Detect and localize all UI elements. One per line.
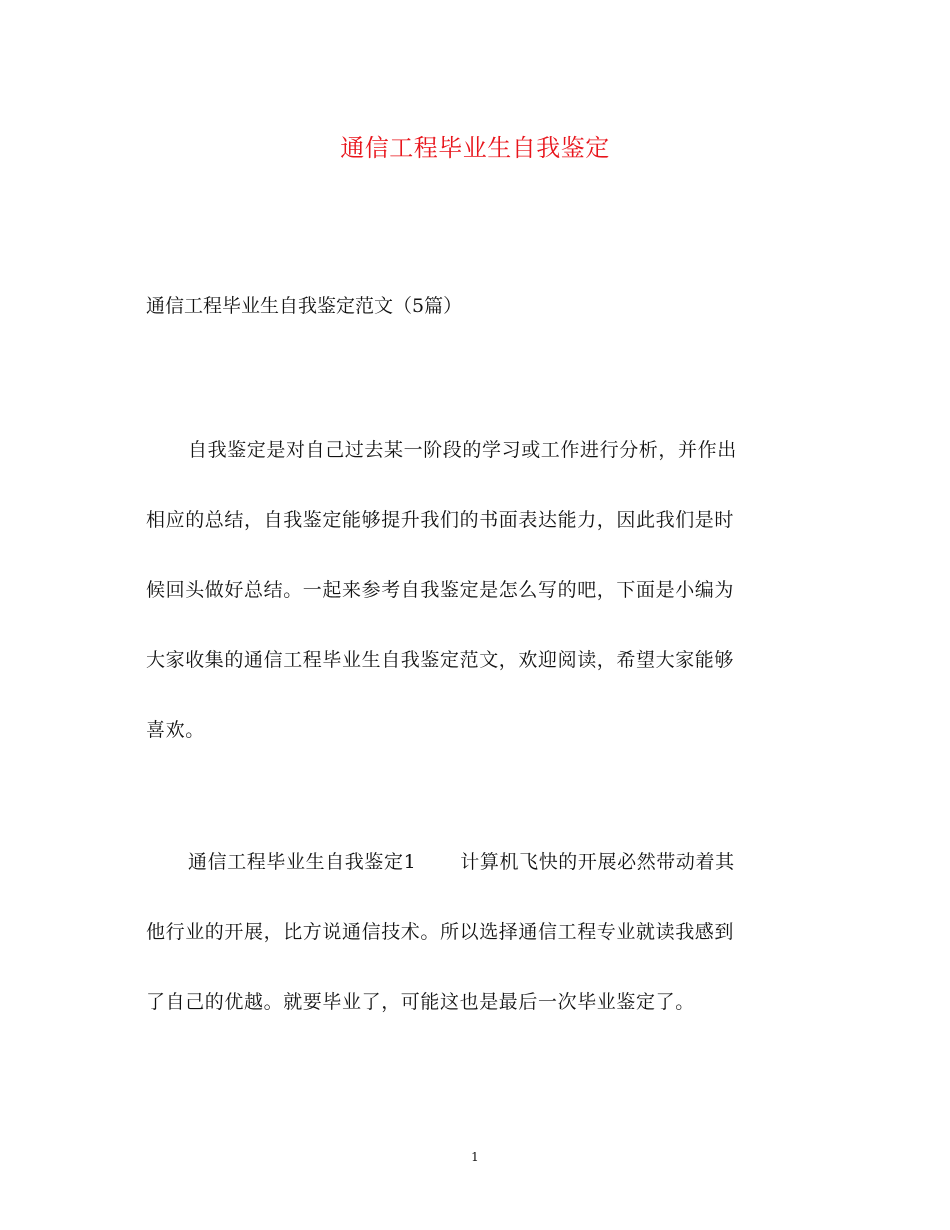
page-number: 1 <box>471 1150 479 1164</box>
paragraph-line: 自我鉴定是对自己过去某一阶段的学习或工作进行分析，并作出 <box>188 439 737 461</box>
paragraph-line: 喜欢。 <box>146 719 205 741</box>
paragraph-line: 他行业的开展，比方说通信技术。所以选择通信工程专业就读我感到 <box>146 921 735 943</box>
section1-heading: 通信工程毕业生自我鉴定1 <box>188 851 417 873</box>
section1-paragraph <box>146 827 806 1037</box>
intro-paragraph <box>146 415 806 765</box>
paragraph-line: 大家收集的通信工程毕业生自我鉴定范文，欢迎阅读，希望大家能够 <box>146 649 735 671</box>
paragraph-line: 候回头做好总结。一起来参考自我鉴定是怎么写的吧，下面是小编为 <box>146 579 735 601</box>
document-title: 通信工程毕业生自我鉴定 <box>340 134 610 162</box>
paragraph-line: 了自己的优越。就要毕业了，可能这也是最后一次毕业鉴定了。 <box>146 991 695 1013</box>
document-subtitle: 通信工程毕业生自我鉴定范文（5篇） <box>146 295 463 317</box>
section1-first-text: 计算机飞快的开展必然带动着其 <box>460 851 735 873</box>
paragraph-line: 相应的总结，自我鉴定能够提升我们的书面表达能力，因此我们是时 <box>146 509 735 531</box>
paragraph-line <box>146 827 806 897</box>
